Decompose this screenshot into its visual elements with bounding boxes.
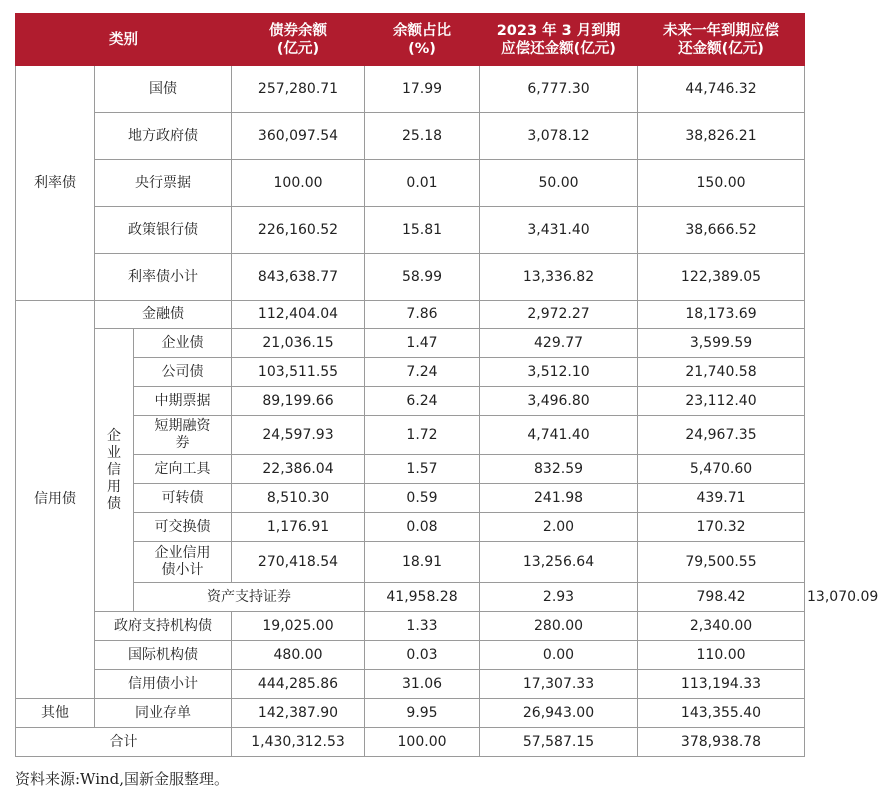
header-category: 类别 bbox=[16, 14, 232, 66]
table-row bbox=[16, 387, 805, 416]
row-name: 资产支持证券 bbox=[134, 583, 365, 612]
table-row bbox=[16, 329, 805, 358]
cell-share: 2.93 bbox=[480, 583, 638, 612]
cell-share: 1.57 bbox=[365, 455, 480, 484]
cell-share: 0.08 bbox=[365, 513, 480, 542]
cell-share: 17.99 bbox=[365, 66, 480, 113]
cell-mar: 4,741.40 bbox=[480, 416, 638, 455]
table-row-subtotal bbox=[16, 542, 805, 583]
cell-balance: 142,387.90 bbox=[232, 699, 365, 728]
cell-balance: 360,097.54 bbox=[232, 113, 365, 160]
cell-balance: 112,404.04 bbox=[232, 301, 365, 329]
cell-year: 2,340.00 bbox=[638, 612, 805, 641]
table-row bbox=[16, 160, 805, 207]
group-corporate-char: 企 bbox=[107, 427, 121, 444]
row-name: 可转债 bbox=[134, 484, 232, 513]
table-row bbox=[16, 416, 805, 455]
cell-year: 439.71 bbox=[638, 484, 805, 513]
row-name: 政府支持机构债 bbox=[95, 612, 232, 641]
cell-mar: 2,972.27 bbox=[480, 301, 638, 329]
table-row: 资产支持证券 41,958.28 2.93 798.42 13,070.09 bbox=[16, 583, 805, 612]
cell-mar: 26,943.00 bbox=[480, 699, 638, 728]
cell-share: 15.81 bbox=[365, 207, 480, 254]
source-note: 资料来源:Wind,国新金服整理。 bbox=[15, 770, 230, 788]
group-corporate-char: 用 bbox=[107, 478, 121, 495]
cell-year: 79,500.55 bbox=[638, 542, 805, 583]
cell-year: 110.00 bbox=[638, 641, 805, 670]
table-row bbox=[16, 455, 805, 484]
cell-share: 1.33 bbox=[365, 612, 480, 641]
cell-mar: 17,307.33 bbox=[480, 670, 638, 699]
table-row bbox=[16, 484, 805, 513]
table-row bbox=[16, 207, 805, 254]
row-name: 公司债 bbox=[134, 358, 232, 387]
cell-mar: 3,431.40 bbox=[480, 207, 638, 254]
cell-balance: 21,036.15 bbox=[232, 329, 365, 358]
cell-balance: 270,418.54 bbox=[232, 542, 365, 583]
cell-balance: 444,285.86 bbox=[232, 670, 365, 699]
group-corporate-char: 信 bbox=[107, 461, 121, 478]
row-name: 国债 bbox=[95, 66, 232, 113]
cell-share: 31.06 bbox=[365, 670, 480, 699]
cell-mar: 832.59 bbox=[480, 455, 638, 484]
cell-balance: 22,386.04 bbox=[232, 455, 365, 484]
cell-year: 24,967.35 bbox=[638, 416, 805, 455]
cell-share: 0.01 bbox=[365, 160, 480, 207]
cell-share: 25.18 bbox=[365, 113, 480, 160]
cell-mar: 57,587.15 bbox=[480, 728, 638, 757]
cell-balance: 8,510.30 bbox=[232, 484, 365, 513]
table-row bbox=[16, 513, 805, 542]
cell-mar: 3,512.10 bbox=[480, 358, 638, 387]
cell-year: 170.32 bbox=[638, 513, 805, 542]
cell-year: 38,826.21 bbox=[638, 113, 805, 160]
group-corporate-char: 债 bbox=[107, 495, 121, 512]
cell-year: 378,938.78 bbox=[638, 728, 805, 757]
cell-balance: 103,511.55 bbox=[232, 358, 365, 387]
table-row-total bbox=[16, 728, 805, 757]
group-credit: 信用债 bbox=[16, 301, 95, 699]
cell-mar: 13,336.82 bbox=[480, 254, 638, 301]
cell-share: 18.91 bbox=[365, 542, 480, 583]
cell-mar: 2.00 bbox=[480, 513, 638, 542]
header-share: 余额占比 (%) bbox=[365, 14, 480, 66]
row-name: 合计 bbox=[16, 728, 232, 757]
cell-share: 7.86 bbox=[365, 301, 480, 329]
cell-year: 38,666.52 bbox=[638, 207, 805, 254]
cell-share: 0.59 bbox=[365, 484, 480, 513]
row-name: 央行票据 bbox=[95, 160, 232, 207]
cell-mar: 3,496.80 bbox=[480, 387, 638, 416]
row-name: 同业存单 bbox=[95, 699, 232, 728]
cell-balance: 1,430,312.53 bbox=[232, 728, 365, 757]
cell-year: 122,389.05 bbox=[638, 254, 805, 301]
cell-balance: 100.00 bbox=[232, 160, 365, 207]
header-balance: 债券余额 (亿元) bbox=[232, 14, 365, 66]
cell-mar: 241.98 bbox=[480, 484, 638, 513]
cell-year: 21,740.58 bbox=[638, 358, 805, 387]
cell-year: 5,470.60 bbox=[638, 455, 805, 484]
cell-year: 44,746.32 bbox=[638, 66, 805, 113]
group-rate: 利率债 bbox=[16, 66, 95, 301]
cell-mar: 6,777.30 bbox=[480, 66, 638, 113]
table-row-subtotal bbox=[16, 254, 805, 301]
cell-balance: 1,176.91 bbox=[232, 513, 365, 542]
cell-share: 0.03 bbox=[365, 641, 480, 670]
cell-balance: 480.00 bbox=[232, 641, 365, 670]
group-corporate-char: 业 bbox=[107, 444, 121, 461]
cell-mar: 50.00 bbox=[480, 160, 638, 207]
cell-mar: 429.77 bbox=[480, 329, 638, 358]
header-mar2023: 2023 年 3 月到期 应偿还金额(亿元) bbox=[480, 14, 638, 66]
cell-share: 1.47 bbox=[365, 329, 480, 358]
cell-balance: 226,160.52 bbox=[232, 207, 365, 254]
row-name: 政策银行债 bbox=[95, 207, 232, 254]
cell-year: 150.00 bbox=[638, 160, 805, 207]
cell-year: 18,173.69 bbox=[638, 301, 805, 329]
cell-mar: 13,256.64 bbox=[480, 542, 638, 583]
cell-balance: 19,025.00 bbox=[232, 612, 365, 641]
bond-table-container bbox=[15, 13, 878, 757]
cell-balance: 24,597.93 bbox=[232, 416, 365, 455]
row-name: 企业债 bbox=[134, 329, 232, 358]
cell-mar: 3,078.12 bbox=[480, 113, 638, 160]
table-row bbox=[16, 358, 805, 387]
group-other: 其他 bbox=[16, 699, 95, 728]
cell-mar: 0.00 bbox=[480, 641, 638, 670]
cell-balance: 843,638.77 bbox=[232, 254, 365, 301]
table-row bbox=[16, 699, 805, 728]
group-corporate bbox=[95, 329, 134, 612]
row-name: 定向工具 bbox=[134, 455, 232, 484]
bond-table bbox=[15, 13, 878, 757]
cell-share: 100.00 bbox=[365, 728, 480, 757]
cell-year: 23,112.40 bbox=[638, 387, 805, 416]
row-name: 短期融资 券 bbox=[134, 416, 232, 455]
cell-mar: 280.00 bbox=[480, 612, 638, 641]
table-row-subtotal bbox=[16, 670, 805, 699]
cell-share: 1.72 bbox=[365, 416, 480, 455]
row-name: 金融债 bbox=[95, 301, 232, 329]
cell-year: 113,194.33 bbox=[638, 670, 805, 699]
cell-balance: 257,280.71 bbox=[232, 66, 365, 113]
cell-share: 7.24 bbox=[365, 358, 480, 387]
cell-share: 9.95 bbox=[365, 699, 480, 728]
row-name: 信用债小计 bbox=[95, 670, 232, 699]
row-name: 可交换债 bbox=[134, 513, 232, 542]
table-row bbox=[16, 113, 805, 160]
cell-balance: 89,199.66 bbox=[232, 387, 365, 416]
header-row bbox=[16, 14, 805, 66]
row-name: 企业信用 债小计 bbox=[134, 542, 232, 583]
cell-year: 3,599.59 bbox=[638, 329, 805, 358]
row-name: 国际机构债 bbox=[95, 641, 232, 670]
row-name: 中期票据 bbox=[134, 387, 232, 416]
cell-mar: 798.42 bbox=[638, 583, 805, 612]
cell-year: 143,355.40 bbox=[638, 699, 805, 728]
header-nextyear: 未来一年到期应偿 还金额(亿元) bbox=[638, 14, 805, 66]
cell-balance: 41,958.28 bbox=[365, 583, 480, 612]
table-row bbox=[16, 612, 805, 641]
cell-share: 6.24 bbox=[365, 387, 480, 416]
row-name: 利率债小计 bbox=[95, 254, 232, 301]
table-row bbox=[16, 641, 805, 670]
row-name: 地方政府债 bbox=[95, 113, 232, 160]
table-row bbox=[16, 66, 805, 113]
table-row bbox=[16, 301, 805, 329]
cell-share: 58.99 bbox=[365, 254, 480, 301]
